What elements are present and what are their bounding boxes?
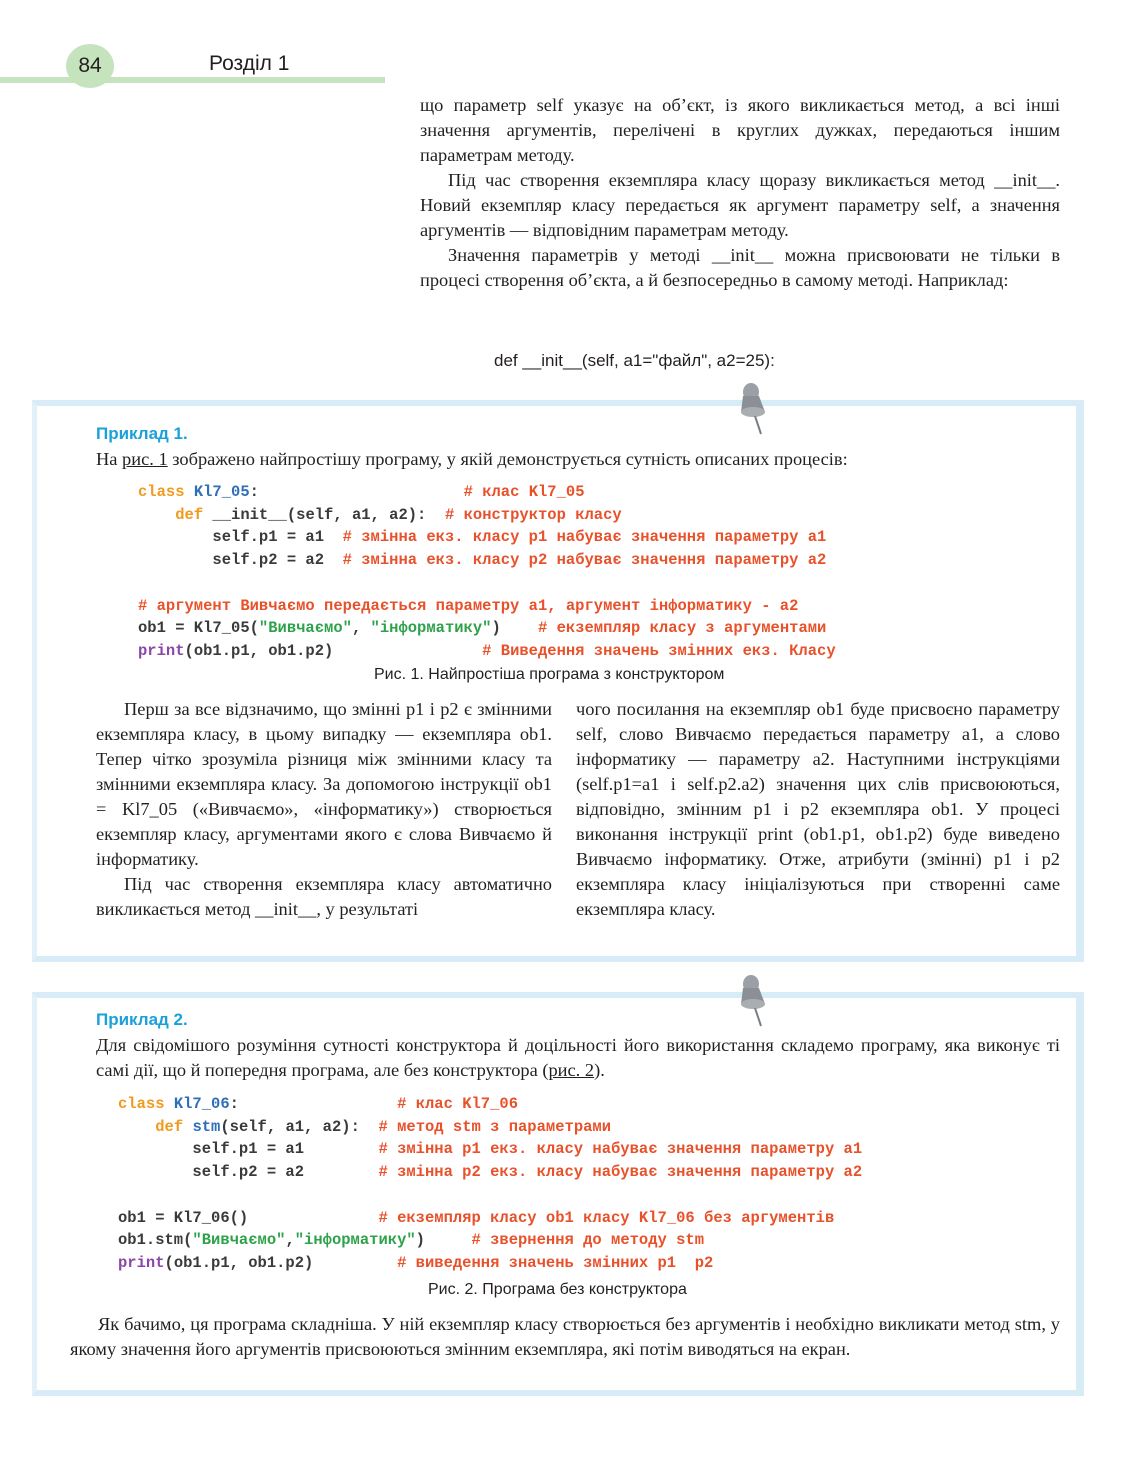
example-2-intro-text: ). (594, 1060, 605, 1080)
code-line: print(ob1.p1, ob1.p2) # Виведення значень змінних екз. Класу (138, 641, 836, 660)
example-2-intro-text: Для свідомішого розуміння сутності конструктора й доцільності його використання складемо програму, яка виконує ті самі дії, що й попередня програма, але без конструктора ( (96, 1035, 1060, 1080)
column-paragraph: Перш за все відзначимо, що змінні p1 і p2 є змінними екземпляра класу, в цьому випадку — екземпляра ob1. Тепер чітко зрозуміла різниця між змінними класу та змінними екземпляра класу. За допомогою інструкції ob1 = Kl7_05 («Вивчаємо», «інформатику») створюється екземпляр класу, аргументами якого є слова Вивчаємо й інформатику. (96, 699, 552, 869)
column-paragraph: чого посилання на екземпляр ob1 буде присвоєно параметру self, слово Вивчаємо передається параметру a1, а слово інформатику — параметру a2. Наступними інструкціями (self.p1=a1 і self.p2.a2) значення цих слів присвоюються, відповідно, змінним p1 і p2 екземпляра ob1. У процесі виконання інструкції print (ob1.p1, ob1.p2) буде виведено Вивчаємо інформатику. Отже, атрибути (змінні) p1 і p2 екземпляра класу ініціалізуються при створенні саме екземпляра класу. (576, 699, 1060, 919)
left-column (96, 697, 552, 922)
figure-1-caption: Рис. 1. Найпростіша програма з конструктором (374, 666, 725, 683)
code-block-1 (138, 481, 836, 663)
example-2-conclusion: Як бачимо, ця програма складніша. У ній екземпляр класу створюється без аргументів і необхідно викликати метод stm, у якому значення його аргументів присвоюються змінним екземпляра, які потім виводяться на екран. (70, 1314, 1060, 1359)
header-divider (0, 77, 385, 83)
right-column (576, 697, 1060, 922)
example-2-intro (96, 1033, 1060, 1083)
example-1-intro (96, 447, 1060, 472)
code-line: def stm(self, a1, a2): # метод stm з параметрами (155, 1117, 612, 1136)
figure-1-link[interactable]: рис. 1 (122, 449, 168, 469)
code-line: ob1.stm("Вивчаємо","інформатику") # звернення до методу stm (118, 1231, 705, 1250)
code-line: class Kl7_06: # клас Kl7_06 (118, 1095, 519, 1113)
code-line: self.p1 = a1 # змінна p1 екз. класу набуває значення параметру a1 (192, 1140, 863, 1159)
example-1-intro-text: зображено найпростішу програму, у якій демонструється сутність описаних процесів: (167, 449, 848, 469)
example-2-title: Приклад 2. (96, 1010, 188, 1029)
pushpin-icon (733, 378, 773, 438)
column-paragraph: Під час створення екземпляра класу автоматично викликається метод __init__, у результаті (96, 874, 552, 919)
code-line: print(ob1.p1, ob1.p2) # виведення значень змінних p1 p2 (118, 1253, 714, 1272)
code-line: def __init__(self, a1, a2): # конструктор класу (175, 505, 622, 524)
figure-2-caption: Рис. 2. Програма без конструктора (428, 1281, 687, 1298)
page-number: 84 (66, 44, 114, 88)
code-line: self.p2 = a2 # змінна екз. класу p2 набуває значення параметру a2 (212, 551, 827, 570)
section-title: Розділ 1 (209, 52, 290, 75)
example-1-intro-text: На (96, 449, 123, 469)
figure-2-link[interactable]: рис. 2 (548, 1060, 595, 1080)
code-line (138, 572, 836, 595)
code-line: class Kl7_05: # клас Kl7_05 (138, 483, 585, 501)
code-line (118, 1184, 862, 1207)
code-line: ob1 = Kl7_06() # екземпляр класу ob1 класу Kl7_06 без аргументів (118, 1208, 835, 1227)
intro-code-line: def __init__(self, a1="файл", a2=25): (494, 351, 775, 370)
intro-paragraph: Значення параметрів у методі __init__ можна присвоювати не тільки в процесі створення об’єкта, а й безпосередньо в самому методі. Наприклад: (420, 245, 1060, 290)
intro-paragraph: що параметр self указує на об’єкт, із якого викликається метод, а всі інші значення аргументів, перелічені в круглих дужках, передаються іншим параметрам методу. (420, 95, 1060, 165)
intro-paragraph: Під час створення екземпляра класу щоразу викликається метод __init__. Новий екземпляр класу передається як аргумент параметру self, а значення аргументів — відповідним параметрам методу. (420, 170, 1060, 240)
intro-text (420, 93, 1060, 293)
pushpin-icon (733, 970, 773, 1030)
code-block-2 (118, 1093, 862, 1275)
code-line: self.p1 = a1 # змінна екз. класу p1 набуває значення параметру a1 (212, 528, 827, 547)
code-line: self.p2 = a2 # змінна p2 екз. класу набуває значення параметру a2 (192, 1163, 863, 1182)
code-line: ob1 = Kl7_05("Вивчаємо", "інформатику") # екземпляр класу з аргументами (138, 619, 827, 638)
example-1-title: Приклад 1. (96, 424, 188, 443)
code-line: # аргумент Вивчаємо передається параметру a1, аргумент інформатику - a2 (138, 596, 799, 615)
